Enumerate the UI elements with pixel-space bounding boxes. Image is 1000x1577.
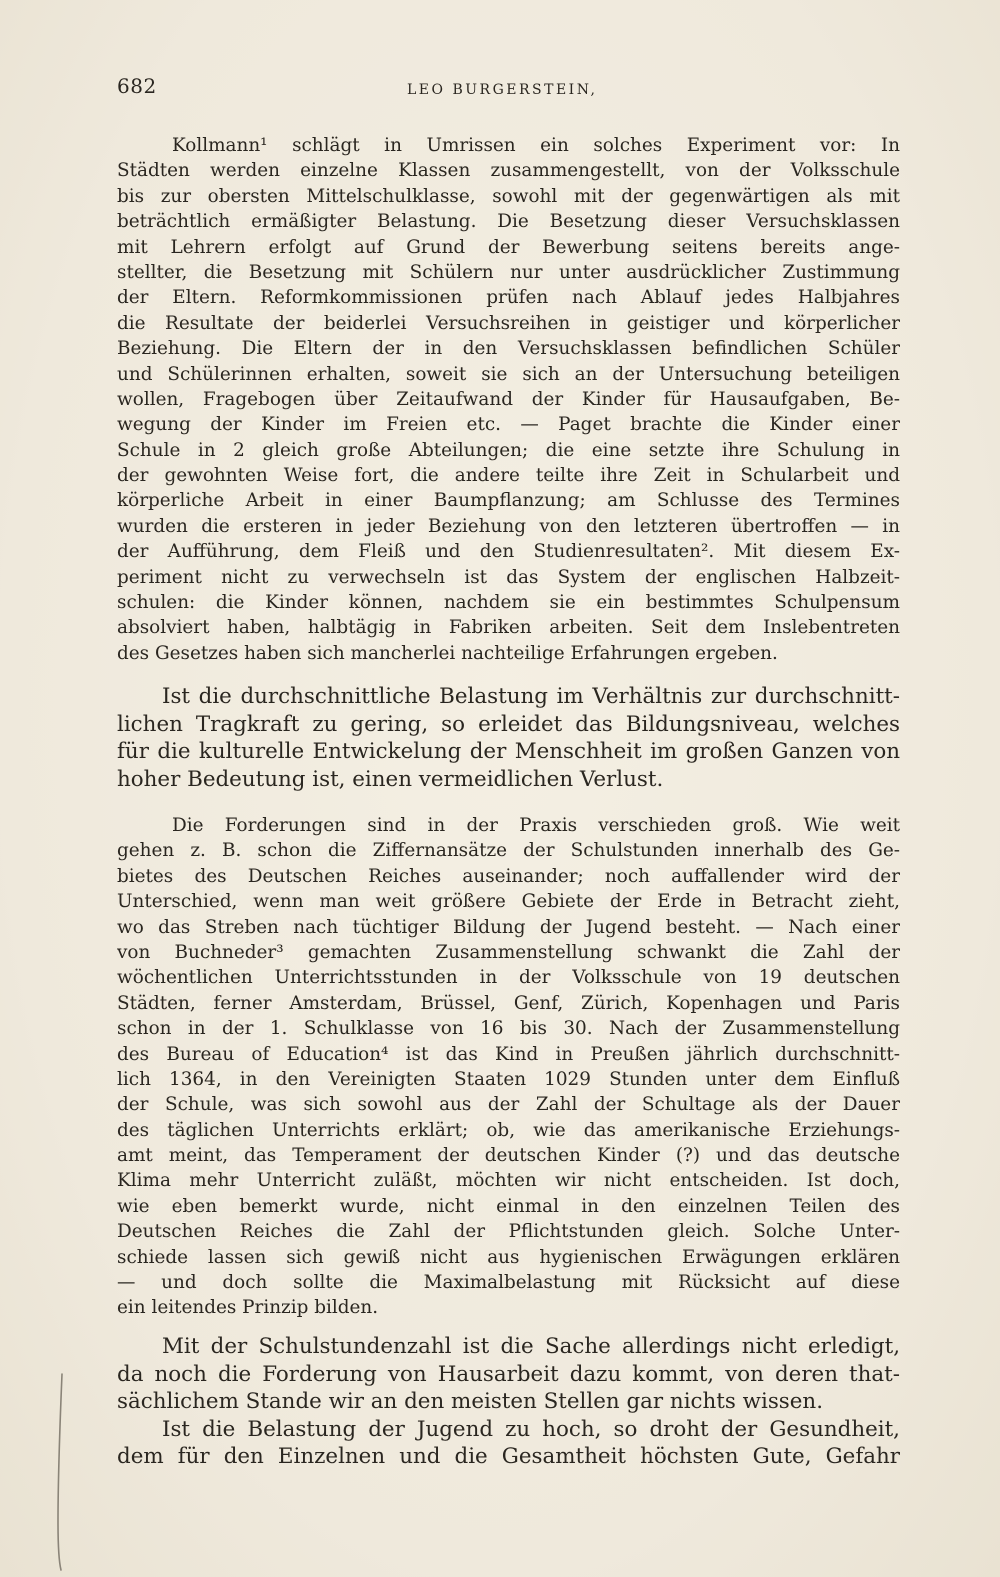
text-line: periment nicht zu verwechseln ist das System der englischen Halbzeit- [117, 566, 900, 588]
pencil-margin-mark-icon [55, 1372, 65, 1572]
text-line: da noch die Forderung von Hausarbeit dazu kommt, von deren that- [117, 1361, 900, 1387]
text-line: körperliche Arbeit in einer Baumpflanzung; am Schlusse des Termines [117, 490, 900, 512]
text-line: der Schule, was sich sowohl aus der Zahl der Schultage als der Dauer [117, 1094, 900, 1116]
text-line: sächlichem Stande wir an den meisten Stellen gar nichts wissen. [117, 1389, 824, 1414]
text-line: Städten, ferner Amsterdam, Brüssel, Genf, Zürich, Kopenhagen und Paris [117, 992, 900, 1014]
paragraph-homework [117, 1333, 900, 1471]
text-line: Schule in 2 gleich große Abteilungen; die eine setzte ihre Schulung in [117, 439, 900, 461]
paragraph-school-hours [117, 813, 900, 1321]
page-number: 682 [117, 74, 157, 98]
text-line: stellter, die Besetzung mit Schülern nur unter ausdrücklicher Zustimmung [117, 261, 900, 283]
text-line: der Eltern. Reformkommissionen prüfen nach Ablauf jedes Halbjahres [117, 287, 900, 309]
paragraph-kollmann-experiment [117, 133, 900, 666]
text-line: Kollmann¹ schlägt in Umrissen ein solches Experiment vor: In [172, 135, 900, 156]
text-line: schulen: die Kinder können, nachdem sie ein bestimmtes Schulpensum [117, 592, 900, 614]
text-line: des Gesetzes haben sich mancherlei nachteilige Erfahrungen ergeben. [117, 642, 778, 664]
text-line: von Buchneder³ gemachten Zusammenstellung schwankt die Zahl der [117, 941, 900, 963]
text-line: Mit der Schulstundenzahl ist die Sache allerdings nicht erledigt, [162, 1334, 900, 1359]
text-line: Unterschied, wenn man weit größere Gebiete der Erde in Betracht zieht, [117, 891, 900, 913]
text-line: die Resultate der beiderlei Versuchsreihen in geistiger und körperlicher [117, 312, 900, 334]
text-line: und Schülerinnen erhalten, soweit sie sich an der Untersuchung beteiligen [117, 363, 900, 385]
text-line: wöchentlichen Unterrichtsstunden in der Volksschule von 19 deutschen [117, 967, 900, 989]
text-line: wegung der Kinder im Freien etc. — Paget brachte die Kinder einer [117, 414, 900, 436]
text-line: wurden die ersteren in jeder Beziehung von den letzteren übertroffen — in [117, 515, 900, 537]
text-line: gehen z. B. schon die Ziffernansätze der Schulstunden innerhalb des Ge- [117, 840, 900, 862]
running-head: LEO BURGERSTEIN, [407, 82, 598, 98]
text-line: des täglichen Unterrichts erklärt; ob, wie das amerikanische Erziehungs- [117, 1119, 900, 1141]
text-line: dem für den Einzelnen und die Gesamtheit höchsten Gute, Gefahr [117, 1444, 900, 1469]
text-line: Deutschen Reiches die Zahl der Pflichtstunden gleich. Solche Unter- [117, 1221, 900, 1243]
page-header [117, 68, 897, 108]
text-line: mit Lehrern erfolgt auf Grund der Bewerbung seitens bereits ange- [117, 236, 900, 258]
text-line: lich 1364, in den Vereinigten Staaten 1029 Stunden unter dem Einfluß [117, 1068, 900, 1090]
text-line: ein leitendes Prinzip bilden. [117, 1297, 379, 1319]
text-line: amt meint, das Temperament der deutschen Kinder (?) und das deutsche [117, 1145, 900, 1167]
text-line: — und doch sollte die Maximalbelastung mit Rücksicht auf diese [117, 1272, 900, 1294]
text-line: wie eben bemerkt wurde, nicht einmal in den einzelnen Teilen des [117, 1195, 900, 1217]
text-line: Klima mehr Unterricht zuläßt, möchten wir nicht entscheiden. Ist doch, [117, 1170, 900, 1192]
text-line: wo das Streben nach tüchtiger Bildung der Jugend besteht. — Nach einer [117, 916, 900, 938]
paragraph-thesis-low-load [117, 683, 900, 793]
text-line: Ist die Belastung der Jugend zu hoch, so droht der Gesundheit, [162, 1416, 900, 1442]
text-line: wollen, Fragebogen über Zeitaufwand der Kinder für Hausaufgaben, Be- [117, 388, 900, 410]
text-line: hoher Bedeutung ist, einen vermeidlichen Verlust. [117, 766, 664, 792]
text-line: schiede lassen sich gewiß nicht aus hygienischen Erwägungen erklären [117, 1246, 900, 1268]
text-line: bietes des Deutschen Reiches auseinander; noch auffallender wird der [117, 865, 900, 887]
text-line: absolviert haben, halbtägig in Fabriken arbeiten. Seit dem Inslebentreten [117, 617, 900, 639]
text-line: beträchtlich ermäßigter Belastung. Die Besetzung dieser Versuchsklassen [117, 211, 900, 233]
text-line: Beziehung. Die Eltern der in den Versuchsklassen befindlichen Schüler [117, 338, 900, 360]
text-line: Die Forderungen sind in der Praxis verschieden groß. Wie weit [172, 815, 900, 836]
text-line: der gewohnten Weise fort, die andere teilte ihre Zeit in Schularbeit und [117, 465, 900, 487]
text-line: der Aufführung, dem Fleiß und den Studienresultaten². Mit diesem Ex- [117, 541, 900, 563]
text-line: für die kulturelle Entwickelung der Menschheit im großen Ganzen von [117, 739, 900, 764]
text-line: bis zur obersten Mittelschulklasse, sowohl mit der gegenwärtigen als mit [117, 185, 900, 207]
text-line: Städten werden einzelne Klassen zusammengestellt, von der Volksschule [117, 160, 900, 182]
text-line: lichen Tragkraft zu gering, so erleidet das Bildungsniveau, welches [117, 711, 900, 737]
text-line: des Bureau of Education⁴ ist das Kind in Preußen jährlich durchschnitt- [117, 1043, 900, 1065]
text-line: Ist die durchschnittliche Belastung im Verhältnis zur durchschnitt- [162, 684, 900, 709]
text-line: schon in der 1. Schulklasse von 16 bis 30. Nach der Zusammenstellung [117, 1018, 900, 1040]
